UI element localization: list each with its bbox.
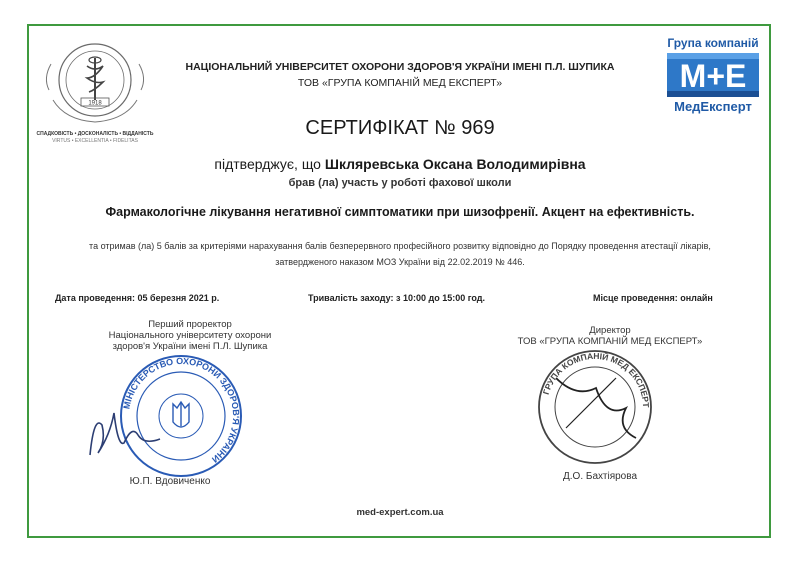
- course-title: Фармакологічне лікування негативної симптоматики при шизофренії. Акцент на ефективність.: [105, 205, 695, 219]
- event-date: Дата проведення: 05 березня 2021 р.: [55, 293, 220, 303]
- medexpert-logo: [658, 36, 768, 116]
- event-place: Місце проведення: онлайн: [593, 293, 713, 303]
- recipient-name: Шкляревська Оксана Володимирівна: [324, 156, 586, 172]
- svg-text:1918: 1918: [88, 100, 102, 107]
- criteria-line-2: затвердженого наказом МОЗ України від 22.02.2019 № 446.: [275, 257, 525, 267]
- participation-line: брав (ла) участь у роботі фахової школи: [288, 177, 512, 189]
- criteria-line-1: та отримав (ла) 5 балів за критеріями нарахування балів безперервного професійного розвитку відповідно до Порядку проведення атестації лікарів,: [89, 241, 711, 251]
- left-signatory-name: Ю.П. Вдовиченко: [129, 476, 211, 487]
- medexpert-mark-icon: [667, 53, 759, 97]
- right-signatory-title: [480, 325, 740, 347]
- svg-text:ГРУПА КОМПАНІЙ МЕД ЕКСПЕРТ: ГРУПА КОМПАНІЙ МЕД ЕКСПЕРТ: [540, 350, 652, 408]
- criteria-text: [50, 238, 750, 270]
- caduceus-emblem-icon: [35, 38, 155, 128]
- confirm-prefix: підтверджує, що: [214, 156, 325, 172]
- footer-url[interactable]: med-expert.com.ua: [356, 507, 444, 518]
- brand-group-label: Група компаній: [667, 36, 759, 50]
- brand-name: МедЕксперт: [674, 99, 752, 114]
- left-signatory-title: [60, 319, 320, 352]
- left-title-line-3: здоров'я України імені П.Л. Шупика: [112, 341, 268, 352]
- recipient-line: [100, 156, 700, 172]
- logo-motto-lat: VIRTUS • EXCELLENTIA • FIDELITAS: [52, 138, 138, 144]
- header-company: ТОВ «ГРУПА КОМПАНІЙ МЕД ЕКСПЕРТ»: [297, 77, 503, 89]
- left-title-line-1: Перший проректор: [148, 319, 232, 330]
- right-signatory-name: Д.О. Бахтіярова: [563, 471, 637, 482]
- event-duration: Тривалість заходу: з 10:00 до 15:00 год.: [308, 293, 485, 303]
- svg-text:МІНІСТЕРСТВО ОХОРОНИ ЗДОРОВ'Я: МІНІСТЕРСТВО ОХОРОНИ ЗДОРОВ'Я УКРАЇНИ: [121, 355, 242, 465]
- left-title-line-2: Національного університету охорони: [108, 330, 272, 341]
- logo-motto-ua: СПАДКОВІСТЬ • ДОСКОНАЛІСТЬ • ВІДДАНІСТЬ: [36, 131, 154, 137]
- header-university: НАЦІОНАЛЬНИЙ УНІВЕРСИТЕТ ОХОРОНИ ЗДОРОВ'Я УКРАЇНИ ІМЕНІ П.Л. ШУПИКА: [185, 61, 615, 73]
- right-signature: [556, 378, 636, 438]
- right-title-line-2: ТОВ «ГРУПА КОМПАНІЙ МЕД ЕКСПЕРТ»: [517, 336, 703, 347]
- company-stamp: [536, 348, 654, 466]
- right-title-line-1: Директор: [589, 325, 631, 336]
- svg-text:M+E: M+E: [679, 58, 747, 94]
- left-signature: [80, 395, 170, 465]
- certificate-title: СЕРТИФІКАТ № 969: [305, 117, 495, 139]
